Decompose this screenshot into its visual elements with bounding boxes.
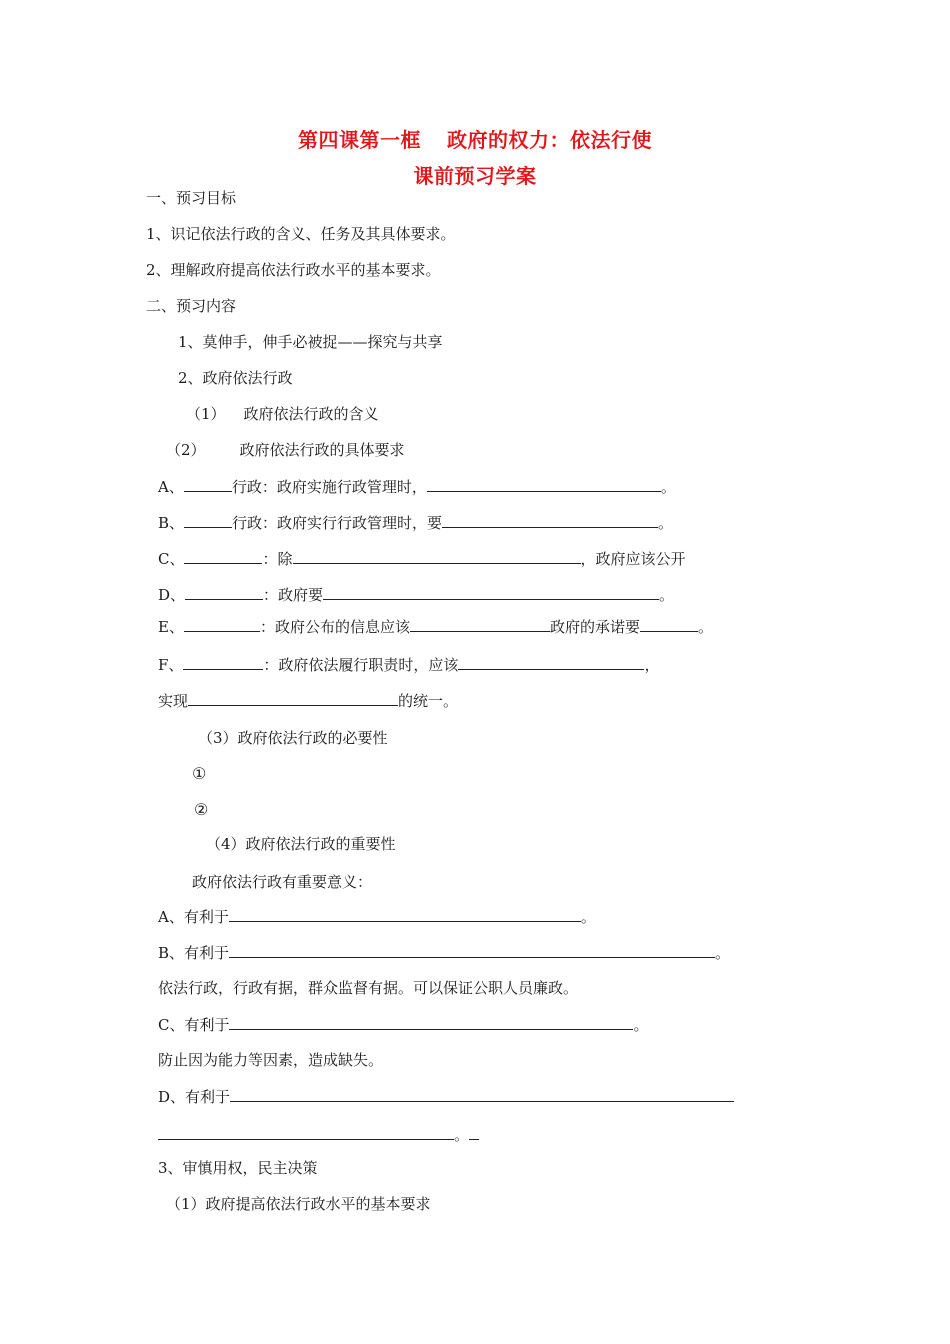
significance-a-label: A、有利于 xyxy=(158,908,229,926)
question-1-number: （1） xyxy=(186,405,226,423)
period: 。 xyxy=(660,478,676,496)
requirement-c-text: ：除 xyxy=(262,550,293,568)
question-2-number: （2） xyxy=(166,441,206,459)
content-point-2: 2、政府依法行政 xyxy=(178,369,293,387)
blank-line[interactable] xyxy=(229,942,715,958)
significance-d xyxy=(158,1086,734,1107)
requirement-a-text: 行政：政府实施行政管理时， xyxy=(231,478,427,496)
blank-line[interactable] xyxy=(184,512,232,528)
requirement-f-label: F、 xyxy=(158,656,184,674)
question-4: （4）政府依法行政的重要性 xyxy=(206,835,396,853)
blank-line[interactable] xyxy=(184,548,262,564)
requirement-e-text-2: 政府的承诺要 xyxy=(549,618,640,636)
significance-c xyxy=(158,1014,649,1035)
question-2 xyxy=(166,440,405,460)
objective-item-2: 2、理解政府提高依法行政水平的基本要求。 xyxy=(146,261,441,279)
requirement-c-text-end: ，政府应该公开 xyxy=(580,550,686,568)
period: 。 xyxy=(580,908,596,926)
significance-c-label: C、有利于 xyxy=(158,1016,230,1034)
necessity-point-2: ② xyxy=(194,800,209,819)
significance-c-note: 防止因为能力等因素，造成缺失。 xyxy=(158,1051,384,1069)
blank-line[interactable] xyxy=(188,690,398,706)
question-1-text: 政府依法行政的含义 xyxy=(243,405,379,423)
period: 。 xyxy=(454,1126,470,1144)
requirement-b-label: B、 xyxy=(158,514,185,532)
lesson-title-part2: 政府的权力：依法行使 xyxy=(447,128,652,152)
requirement-b-text: 行政：政府实行行政管理时，要 xyxy=(232,514,443,532)
requirement-b xyxy=(158,512,673,533)
requirement-f-text: ：政府依法履行职责时，应该 xyxy=(263,656,459,674)
section-heading-decision: 3、审慎用权，民主决策 xyxy=(158,1159,318,1177)
significance-intro: 政府依法行政有重要意义： xyxy=(192,873,373,891)
period: 。 xyxy=(633,1016,649,1034)
lesson-subtitle: 课前预习学案 xyxy=(413,164,537,188)
blank-line[interactable] xyxy=(323,584,659,600)
blank-line[interactable] xyxy=(469,1124,479,1140)
significance-d-continued xyxy=(158,1124,479,1145)
requirement-f2-text: 实现 xyxy=(158,692,189,710)
period: 。 xyxy=(697,618,713,636)
blank-line[interactable] xyxy=(410,616,550,632)
significance-b-note: 依法行政，行政有据，群众监督有据。可以保证公职人员廉政。 xyxy=(158,979,579,997)
section-heading-content: 二、预习内容 xyxy=(146,297,237,315)
blank-line[interactable] xyxy=(442,512,658,528)
requirement-a xyxy=(158,476,676,497)
necessity-point-1: ① xyxy=(192,764,207,783)
requirement-e-label: E、 xyxy=(158,618,184,636)
question-1 xyxy=(186,404,379,424)
content-point-1: 1、莫伸手，伸手必被捉——探究与共享 xyxy=(178,333,443,351)
blank-line[interactable] xyxy=(230,1086,734,1102)
requirement-c-label: C、 xyxy=(158,550,185,568)
section-3-question-1: （1）政府提高依法行政水平的基本要求 xyxy=(166,1195,431,1213)
requirement-d-text: ：政府要 xyxy=(263,586,324,604)
question-3: （3）政府依法行政的必要性 xyxy=(198,729,388,747)
blank-line[interactable] xyxy=(185,584,263,600)
significance-d-label: D、有利于 xyxy=(158,1088,231,1106)
period: 。 xyxy=(658,514,674,532)
blank-line[interactable] xyxy=(158,1124,454,1140)
blank-line[interactable] xyxy=(184,476,232,492)
section-heading-objectives: 一、预习目标 xyxy=(146,189,237,207)
significance-b xyxy=(158,942,730,963)
comma: ， xyxy=(644,656,660,674)
requirement-e xyxy=(158,616,713,637)
period: 。 xyxy=(715,944,731,962)
requirement-f2-text-end: 的统一。 xyxy=(398,692,459,710)
blank-line[interactable] xyxy=(640,616,698,632)
significance-b-label: B、有利于 xyxy=(158,944,230,962)
blank-line[interactable] xyxy=(293,548,581,564)
blank-line[interactable] xyxy=(229,1014,633,1030)
requirement-f xyxy=(158,654,659,675)
requirement-f-continued xyxy=(158,690,458,711)
requirement-e-text: ：政府公布的信息应该 xyxy=(259,618,410,636)
period: 。 xyxy=(659,586,675,604)
requirement-a-label: A、 xyxy=(158,478,184,496)
blank-line[interactable] xyxy=(229,906,581,922)
blank-line[interactable] xyxy=(184,616,260,632)
blank-line[interactable] xyxy=(427,476,661,492)
lesson-title-part1: 第四课第一框 xyxy=(298,128,421,152)
objective-item-1: 1、识记依法行政的含义、任务及其具体要求。 xyxy=(146,225,456,243)
requirement-d-label: D、 xyxy=(158,586,186,604)
blank-line[interactable] xyxy=(183,654,263,670)
requirement-c xyxy=(158,548,686,569)
significance-a xyxy=(158,906,596,927)
blank-line[interactable] xyxy=(458,654,644,670)
lesson-title xyxy=(0,124,950,153)
question-2-text: 政府依法行政的具体要求 xyxy=(239,441,405,459)
requirement-d xyxy=(158,584,674,605)
